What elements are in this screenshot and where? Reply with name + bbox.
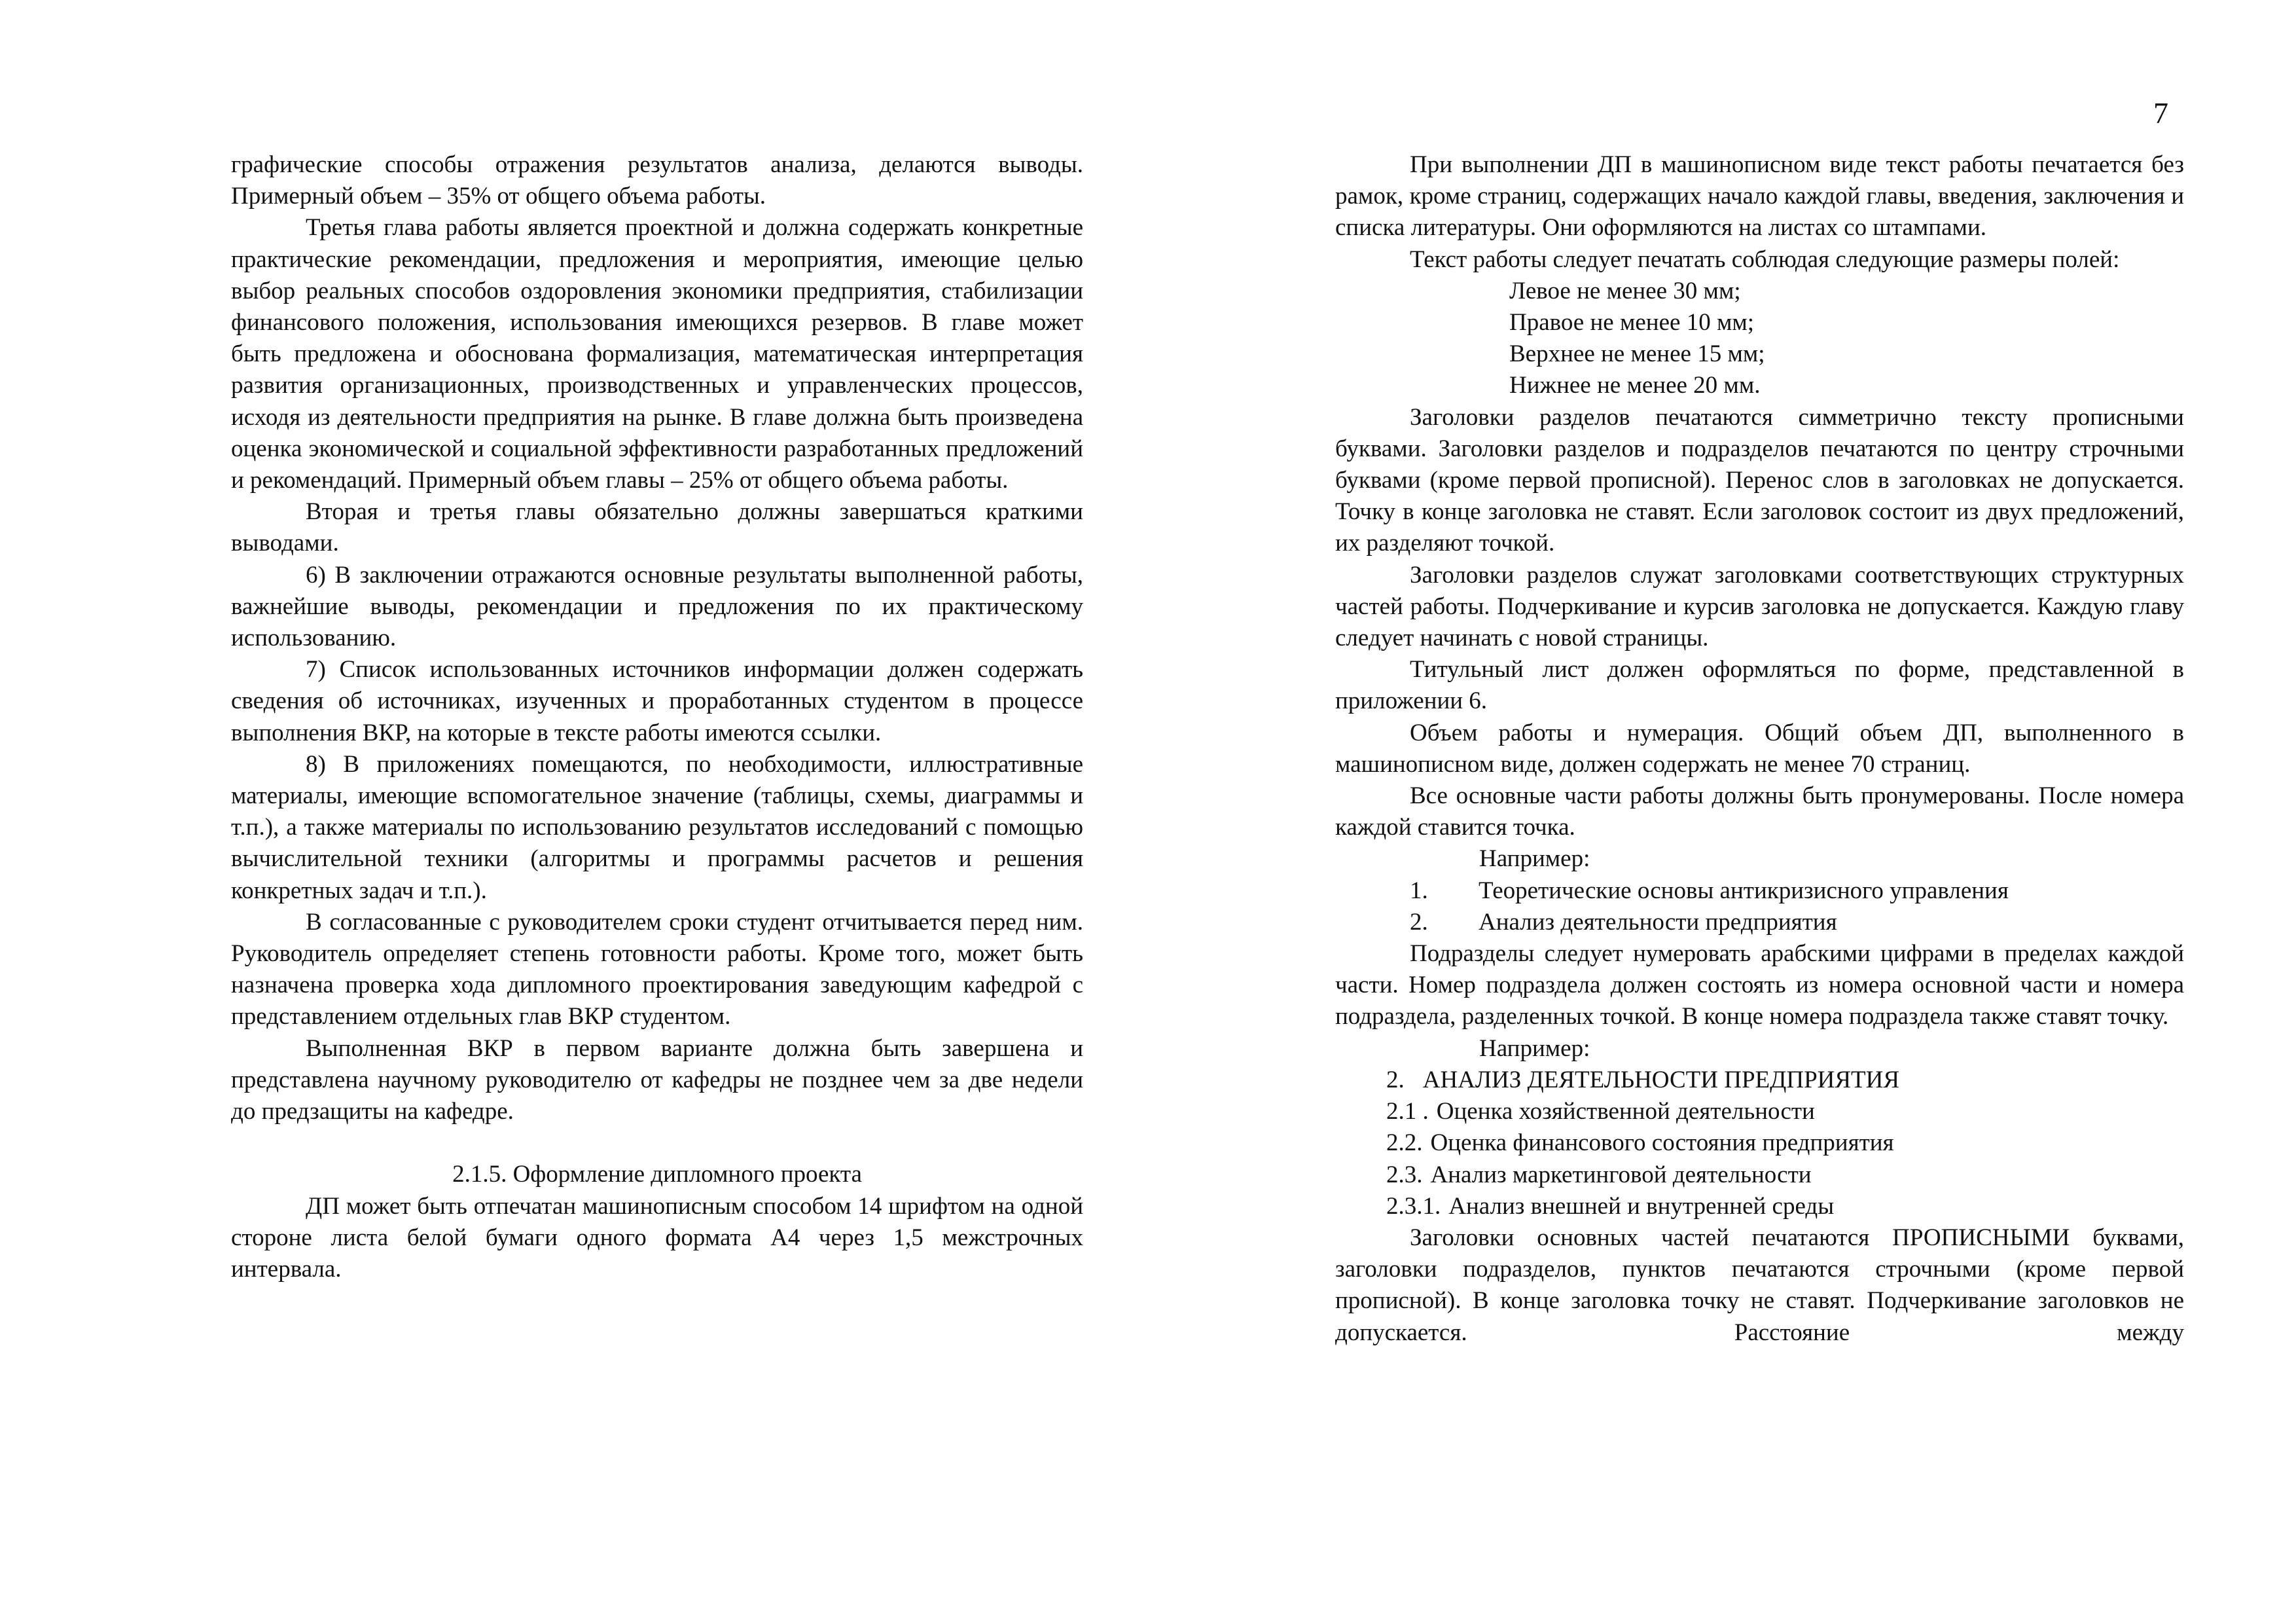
left-column (231, 149, 1083, 1285)
list-item (1335, 875, 2184, 907)
list-item: Правое не менее 10 мм; (1509, 309, 1755, 337)
list-item: Нижнее не менее 20 мм. (1509, 372, 1761, 399)
list-text: Оценка хозяйственной деятельности (1436, 1098, 1815, 1125)
list-item (1386, 1065, 2184, 1096)
paragraph: Выполненная ВКР в первом варианте должна быть завершена и представлена научному руководителю от кафедры не позднее чем за две недели до предзащиты на кафедре. (231, 1034, 1083, 1125)
list-text: АНАЛИЗ ДЕЯТЕЛЬНОСТИ ПРЕДПРИЯТИЯ (1422, 1066, 1900, 1093)
list-text: Анализ маркетинговой деятельности (1430, 1161, 1812, 1188)
list-text: Теоретические основы антикризисного управления (1479, 877, 2009, 904)
paragraph: Подразделы следует нумеровать арабскими цифрами в пределах каждой части. Номер подраздела должен состоять из номера основной части и номера подраздела, разделенных точкой. В конце номера подраздела также ставят точку. (1335, 940, 2184, 1030)
paragraph: В согласованные с руководителем сроки студент отчитывается перед ним. Руководитель определяет степень готовности работы. Кроме того, может быть назначена проверка хода дипломного проектирования заведующим кафедрой с представлением отдельных глав ВКР студентом. (231, 908, 1083, 1030)
list-text: Анализ внешней и внутренней среды (1448, 1192, 1835, 1220)
paragraph: Заголовки основных частей печатаются ПРОПИСНЫМИ буквами, заголовки подразделов, пунктов печатаются строчными (кроме первой прописной). В конце заголовка точку не ставят. Подчеркивание заголовков не допускается. Расстояние между (1335, 1224, 2184, 1346)
paragraph: 8) В приложениях помещаются, по необходимости, иллюстративные материалы, имеющие вспомогательное значение (таблицы, схемы, диаграммы и т.п.), а также материалы по использованию результатов исследований с помощью вычислительной техники (алгоритмы и программы расчетов и решения конкретных задач и т.п.). (231, 750, 1083, 904)
paragraph: Объем работы и нумерация. Общий объем ДП, выполненного в машинописном виде, должен содержать не менее 70 страниц. (1335, 719, 2184, 778)
list-number: 2.3.1. (1386, 1192, 1441, 1220)
paragraph: Текст работы следует печатать соблюдая следующие размеры полей: (1410, 246, 2120, 273)
paragraph: Титульный лист должен оформляться по форме, представленной в приложении 6. (1335, 656, 2184, 715)
list-item: Верхнее не менее 15 мм; (1509, 340, 1765, 368)
list-text: Оценка финансового состояния предприятия (1430, 1129, 1894, 1157)
paragraph: Третья глава работы является проектной и должна содержать конкретные практические рекомендации, предложения и мероприятия, имеющие целью выбор реальных способов оздоровления экономики предприятия, стабилизации финансового положения, использования имеющихся резервов. В главе может быть предложена и обоснована формализация, математическая интерпретация развития организационных, производственных и управленческих процессов, исходя из деятельности предприятия на рынке. В главе должна быть произведена оценка экономической и социальной эффективности разработанных предложений и рекомендаций. Примерный объем главы – 25% от общего объема работы. (231, 214, 1083, 494)
example-label: Например: (1479, 845, 1590, 873)
list-number: 2. (1386, 1066, 1405, 1093)
list-number: 1. (1410, 877, 1428, 904)
list-number: 2.1 . (1386, 1098, 1429, 1125)
list-item (1386, 1096, 2184, 1127)
list-item (1335, 907, 2184, 938)
paragraph: 7) Список использованных источников информации должен содержать сведения об источниках, изученных и проработанных студентом в процессе выполнения ВКР, на которые в тексте работы имеются ссылки. (231, 656, 1083, 746)
list-text: Анализ деятельности предприятия (1479, 908, 1837, 936)
paragraph: Заголовки разделов служат заголовками соответствующих структурных частей работы. Подчеркивание и курсив заголовка не допускается. Каждую главу следует начинать с новой страницы. (1335, 561, 2184, 652)
paragraph: При выполнении ДП в машинописном виде текст работы печатается без рамок, кроме страниц, содержащих начало каждой главы, введения, заключения и списка литературы. Они оформляются на листах со штампами. (1335, 151, 2184, 242)
paragraph: Заголовки разделов печатаются симметрично тексту прописными буквами. Заголовки разделов и подразделов печатаются по центру строчными буквами (кроме первой прописной). Перенос слов в заголовках не допускается. Точку в конце заголовка не ставят. Если заголовок состоит из двух предложений, их разделяют точкой. (1335, 403, 2184, 557)
paragraph: графические способы отражения результатов анализа, делаются выводы. Примерный объем – 35% от общего объема работы. (231, 151, 1083, 210)
right-column (1335, 149, 2184, 1349)
paragraph: Все основные части работы должны быть пронумерованы. После номера каждой ставится точка. (1335, 782, 2184, 841)
list-number: 2. (1410, 908, 1428, 936)
example-list (1335, 875, 2184, 938)
page-number: 7 (2153, 96, 2168, 130)
paragraph: 6) В заключении отражаются основные результаты выполненной работы, важнейшие выводы, рекомендации и предложения по их практическому использованию. (231, 561, 1083, 652)
list-number: 2.3. (1386, 1161, 1423, 1188)
margins-list (1335, 276, 2184, 402)
subsection-example-list (1335, 1065, 2184, 1222)
list-item: Левое не менее 30 мм; (1509, 277, 1741, 304)
paragraph: ДП может быть отпечатан машинописным способом 14 шрифтом на одной стороне листа белой бумаги одного формата А4 через 1,5 межстрочных интервала. (231, 1192, 1083, 1283)
list-item (1386, 1159, 2184, 1191)
section-heading: 2.1.5. Оформление дипломного проекта (452, 1161, 862, 1188)
list-number: 2.2. (1386, 1129, 1423, 1157)
example-label: Например: (1479, 1034, 1590, 1062)
paragraph: Вторая и третья главы обязательно должны завершаться краткими выводами. (231, 498, 1083, 557)
list-item (1386, 1127, 2184, 1159)
list-item (1386, 1191, 2184, 1222)
